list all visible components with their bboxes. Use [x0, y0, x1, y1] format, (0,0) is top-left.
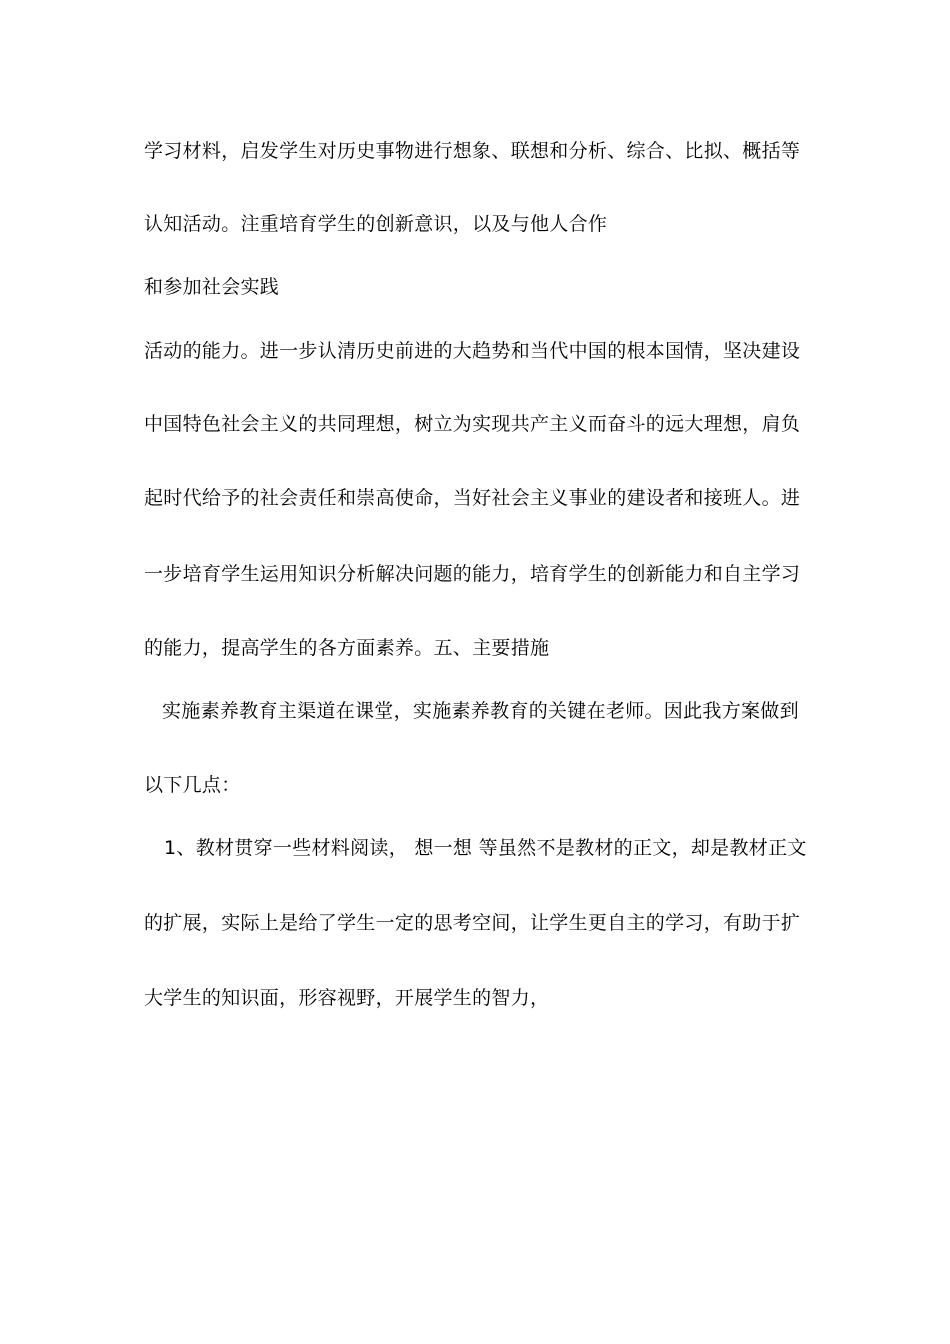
paragraph-line: 学习材料，启发学生对历史事物进行想象、联想和分析、综合、比拟、概括等 [144, 140, 801, 162]
paragraph-line: 起时代给予的社会责任和崇高使命，当好社会主义事业的建设者和接班人。进 [144, 487, 801, 509]
paragraph-line: 认知活动。注重培育学生的创新意识，以及与他人合作 [144, 213, 608, 235]
paragraph-line: 的扩展，实际上是给了学生一定的思考空间，让学生更自主的学习，有助于扩 [144, 912, 801, 934]
paragraph-line: 中国特色社会主义的共同理想，树立为实现共产主义而奋斗的远大理想，肩负 [144, 413, 801, 435]
paragraph-line: 以下几点： [144, 774, 241, 796]
paragraph-line: 一步培育学生运用知识分析解决问题的能力，培育学生的创新能力和自主学习 [144, 563, 801, 585]
paragraph-line: 大学生的知识面，形容视野，开展学生的智力， [144, 987, 550, 1009]
list-item-line: 1、教材贯穿一些材料阅读， 想一想 等虽然不是教材的正文，却是教材正文 [164, 837, 807, 859]
paragraph-line: 的能力，提高学生的各方面素养。五、主要措施 [144, 637, 550, 659]
paragraph-line: 活动的能力。进一步认清历史前进的大趋势和当代中国的根本国情，坚决建设 [144, 340, 801, 362]
paragraph-line: 和参加社会实践 [144, 276, 280, 298]
paragraph-line: 实施素养教育主渠道在课堂，实施素养教育的关键在老师。因此我方案做到 [162, 700, 799, 722]
